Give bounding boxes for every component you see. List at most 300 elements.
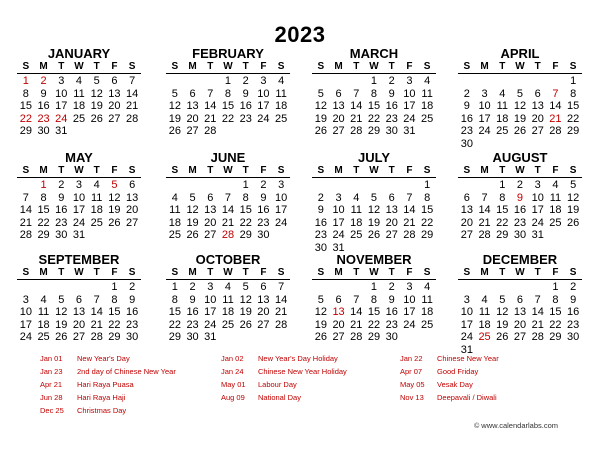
empty-cell — [529, 75, 547, 88]
weekday-label: T — [58, 165, 65, 176]
day-cell: 15 — [367, 100, 381, 112]
day-cell: 4 — [552, 179, 559, 191]
day-cell: 19 — [567, 204, 580, 216]
day-cell: 9 — [189, 293, 196, 306]
empty-cell — [17, 179, 35, 192]
day-cell: 9 — [516, 191, 524, 204]
day-cell: 19 — [186, 216, 199, 229]
holiday-date: Jan 02 — [221, 354, 244, 363]
day-cell: 18 — [421, 100, 434, 112]
day-cell: 30 — [385, 125, 398, 137]
empty-cell — [312, 179, 330, 192]
day-cell: 7 — [353, 293, 360, 306]
day-cell: 23 — [385, 318, 398, 331]
holiday-date: Apr 07 — [400, 367, 423, 376]
day-cell: 26 — [513, 125, 527, 137]
day-cell: 6 — [111, 75, 118, 87]
day-cell: 27 — [72, 331, 86, 343]
weekday-label: M — [334, 61, 343, 72]
day-cell: 27 — [332, 125, 345, 137]
day-cell: 23 — [460, 125, 473, 137]
day-cell: 17 — [19, 318, 32, 331]
weekday-label: S — [22, 267, 30, 278]
weekday-label: S — [128, 267, 136, 278]
holiday-name: Deepavali / Diwali — [437, 393, 497, 402]
day-cell: 1 — [370, 281, 378, 293]
day-cell: 16 — [314, 216, 327, 229]
day-cell: 2 — [242, 75, 249, 87]
empty-cell — [330, 281, 348, 294]
day-cell: 27 — [108, 112, 121, 125]
day-cell: 14 — [350, 306, 363, 318]
day-cell: 30 — [385, 331, 398, 343]
day-cell: 27 — [257, 318, 270, 331]
day-cell: 12 — [567, 191, 580, 204]
day-cell: 29 — [367, 331, 381, 343]
day-cell: 3 — [58, 75, 65, 87]
weekday-label: M — [188, 165, 197, 176]
day-cell: 7 — [224, 191, 232, 204]
day-cell: 5 — [516, 87, 524, 100]
weekday-label: T — [534, 61, 541, 72]
empty-cell — [312, 281, 330, 294]
day-cell: 21 — [19, 216, 32, 229]
day-cell: 23 — [513, 216, 527, 229]
day-cell: 3 — [260, 75, 267, 87]
calendar-year-title: 2023 — [274, 22, 326, 47]
day-grid — [312, 280, 436, 344]
weekday-label: T — [388, 267, 395, 278]
empty-cell — [201, 75, 219, 88]
day-cell: 13 — [186, 100, 199, 112]
day-cell: 13 — [108, 87, 121, 100]
day-cell: 20 — [204, 216, 217, 229]
weekday-label: S — [463, 165, 471, 176]
weekday-header — [458, 267, 582, 280]
day-cell: 27 — [513, 331, 527, 343]
day-cell: 18 — [72, 100, 86, 112]
day-cell: 4 — [224, 281, 232, 293]
day-cell: 10 — [204, 293, 217, 306]
day-cell: 28 — [350, 125, 363, 137]
weekday-header — [166, 267, 290, 280]
empty-cell — [312, 75, 330, 88]
day-cell: 3 — [22, 293, 29, 306]
month-name: NOVEMBER — [336, 252, 412, 267]
day-cell: 10 — [19, 306, 32, 318]
weekday-label: T — [388, 165, 395, 176]
day-cell: 30 — [460, 137, 473, 150]
weekday-label: T — [58, 267, 65, 278]
day-cell: 19 — [168, 112, 181, 125]
holiday-date: Jan 23 — [40, 367, 63, 376]
day-cell: 5 — [242, 281, 249, 293]
day-cell: 10 — [55, 87, 68, 100]
day-cell: 1 — [242, 179, 249, 191]
holiday-row — [400, 352, 499, 365]
day-cell: 25 — [421, 112, 434, 125]
weekday-label: F — [552, 165, 559, 176]
day-cell: 20 — [513, 318, 527, 331]
weekday-label: T — [353, 61, 360, 72]
holiday-row — [400, 391, 499, 404]
day-cell: 8 — [370, 293, 378, 306]
day-cell: 9 — [388, 87, 395, 100]
day-cell: 4 — [353, 191, 360, 204]
weekday-label: W — [223, 267, 233, 278]
day-cell: 4 — [499, 87, 506, 100]
day-cell: 22 — [19, 112, 32, 125]
day-cell: 3 — [406, 75, 413, 87]
weekday-label: S — [22, 61, 30, 72]
weekday-label: F — [260, 165, 267, 176]
day-cell: 15 — [221, 100, 235, 112]
day-cell: 15 — [549, 306, 562, 318]
day-cell: 28 — [403, 229, 416, 241]
day-cell: 17 — [257, 100, 270, 112]
weekday-label: M — [188, 267, 197, 278]
weekday-label: W — [515, 267, 525, 278]
weekday-label: S — [423, 61, 431, 72]
day-cell: 22 — [108, 318, 121, 331]
month-february — [166, 46, 290, 138]
day-cell: 27 — [186, 125, 199, 137]
day-cell: 1 — [552, 281, 559, 293]
day-cell: 28 — [221, 229, 235, 241]
day-cell: 30 — [55, 229, 68, 241]
day-cell: 24 — [204, 318, 217, 331]
weekday-label: M — [334, 267, 343, 278]
day-cell: 1 — [22, 75, 29, 87]
day-cell: 6 — [463, 191, 470, 204]
day-cell: 12 — [496, 306, 509, 318]
day-cell: 28 — [126, 112, 139, 125]
month-march — [312, 46, 436, 138]
holiday-column-2 — [221, 352, 347, 404]
day-cell: 22 — [168, 318, 181, 331]
footer — [474, 421, 558, 430]
day-cell: 14 — [275, 293, 288, 306]
day-grid — [458, 178, 582, 242]
weekday-label: W — [74, 61, 84, 72]
day-cell: 22 — [239, 216, 252, 229]
weekday-label: W — [223, 61, 233, 72]
day-cell: 9 — [129, 293, 136, 306]
empty-cell — [511, 281, 529, 294]
weekday-label: W — [515, 61, 525, 72]
day-cell: 28 — [204, 125, 217, 137]
day-cell: 31 — [332, 241, 345, 254]
day-cell: 17 — [531, 204, 544, 216]
day-cell: 8 — [111, 293, 118, 306]
day-cell: 17 — [275, 204, 288, 216]
day-cell: 18 — [350, 216, 363, 229]
day-cell: 14 — [126, 87, 139, 100]
weekday-label: W — [74, 267, 84, 278]
day-cell: 12 — [367, 204, 381, 216]
day-cell: 11 — [421, 293, 433, 306]
empty-cell — [401, 179, 419, 192]
day-cell: 8 — [570, 87, 577, 100]
day-cell: 13 — [332, 100, 345, 112]
weekday-label: W — [369, 267, 379, 278]
day-cell: 5 — [171, 87, 178, 100]
day-cell: 4 — [171, 191, 178, 204]
day-cell: 21 — [204, 112, 217, 125]
empty-cell — [365, 179, 383, 192]
day-cell: 30 — [257, 229, 270, 241]
day-cell: 2 — [570, 281, 577, 293]
footer-link[interactable]: www.calendarlabs.com — [481, 421, 558, 430]
day-cell: 19 — [513, 112, 527, 125]
holiday-date: Aug 09 — [221, 393, 245, 402]
day-cell: 10 — [403, 87, 416, 100]
day-cell: 18 — [421, 306, 434, 318]
day-cell: 1 — [111, 281, 118, 293]
day-cell: 18 — [549, 204, 562, 216]
day-cell: 20 — [257, 306, 270, 318]
day-cell: 4 — [424, 75, 431, 87]
holiday-name: 2nd day of Chinese New Year — [77, 367, 176, 376]
month-july — [312, 150, 436, 254]
day-grid — [17, 74, 141, 138]
holiday-row — [40, 378, 176, 391]
day-cell: 7 — [22, 191, 29, 204]
day-cell: 16 — [257, 204, 270, 216]
weekday-header — [166, 61, 290, 74]
weekday-label: W — [369, 165, 379, 176]
day-cell: 12 — [186, 204, 199, 216]
day-cell: 11 — [350, 204, 362, 216]
day-cell: 7 — [481, 191, 488, 204]
day-cell: 21 — [350, 318, 363, 331]
month-name: AUGUST — [492, 150, 548, 165]
day-cell: 8 — [242, 191, 249, 204]
day-cell: 14 — [478, 204, 491, 216]
empty-cell — [347, 281, 365, 294]
day-cell: 29 — [239, 229, 252, 241]
day-cell: 17 — [460, 318, 473, 331]
day-cell: 29 — [37, 229, 50, 241]
day-cell: 25 — [168, 229, 181, 241]
weekday-label: S — [317, 165, 325, 176]
weekday-label: S — [423, 165, 431, 176]
weekday-label: M — [39, 61, 48, 72]
weekday-header — [458, 165, 582, 178]
day-cell: 26 — [367, 229, 381, 241]
day-cell: 3 — [207, 281, 214, 293]
weekday-label: S — [277, 61, 285, 72]
month-name: MARCH — [349, 46, 399, 61]
day-cell: 3 — [278, 179, 285, 191]
weekday-header — [312, 61, 436, 74]
day-cell: 3 — [406, 281, 413, 293]
day-cell: 16 — [186, 306, 199, 318]
holiday-row — [40, 404, 176, 417]
day-cell: 27 — [460, 229, 473, 241]
empty-cell — [476, 75, 494, 88]
day-cell: 27 — [531, 125, 544, 137]
empty-cell — [547, 75, 565, 88]
day-cell: 5 — [370, 191, 378, 204]
day-cell: 30 — [126, 331, 139, 343]
day-cell: 20 — [72, 318, 86, 331]
day-cell: 13 — [204, 204, 217, 216]
day-cell: 20 — [186, 112, 199, 125]
day-cell: 15 — [421, 204, 434, 216]
holiday-date: Nov 13 — [400, 393, 424, 402]
day-cell: 3 — [75, 179, 83, 191]
empty-cell — [383, 179, 401, 192]
holiday-row — [221, 365, 347, 378]
day-cell: 9 — [388, 293, 395, 306]
day-cell: 30 — [513, 229, 527, 241]
day-cell: 27 — [204, 229, 217, 241]
day-cell: 14 — [549, 100, 562, 112]
month-name: OCTOBER — [195, 252, 261, 267]
empty-cell — [201, 179, 219, 192]
month-november — [312, 252, 436, 344]
day-cell: 30 — [37, 125, 50, 137]
month-name: JANUARY — [47, 46, 111, 61]
holiday-date: May 05 — [400, 380, 425, 389]
weekday-label: F — [111, 61, 118, 72]
day-cell: 4 — [40, 293, 47, 306]
day-cell: 13 — [460, 204, 473, 216]
weekday-label: S — [128, 61, 136, 72]
weekday-label: T — [93, 267, 100, 278]
day-cell: 29 — [567, 125, 580, 137]
day-cell: 24 — [531, 216, 544, 229]
day-cell: 10 — [403, 293, 416, 306]
holiday-row — [400, 365, 499, 378]
day-cell: 27 — [332, 331, 345, 343]
holiday-date: Apr 21 — [40, 380, 63, 389]
day-cell: 11 — [222, 293, 234, 306]
day-cell: 26 — [567, 216, 580, 229]
day-cell: 9 — [40, 87, 47, 100]
day-cell: 19 — [314, 112, 327, 125]
day-cell: 24 — [460, 331, 473, 343]
day-cell: 2 — [516, 179, 524, 191]
day-cell: 14 — [350, 100, 363, 112]
day-cell: 13 — [385, 204, 398, 216]
day-cell: 8 — [499, 191, 506, 204]
day-cell: 9 — [242, 87, 249, 100]
empty-cell — [458, 179, 476, 192]
day-cell: 29 — [108, 331, 121, 343]
day-cell: 25 — [496, 125, 509, 137]
day-cell: 22 — [549, 318, 562, 331]
holiday-column-3 — [400, 352, 499, 404]
day-cell: 16 — [460, 112, 473, 125]
holiday-name: Good Friday — [437, 367, 479, 376]
day-cell: 21 — [549, 112, 562, 125]
day-cell: 12 — [314, 306, 327, 318]
day-cell: 21 — [531, 318, 544, 331]
weekday-label: T — [207, 165, 214, 176]
day-cell: 13 — [531, 100, 544, 112]
day-cell: 26 — [55, 331, 68, 343]
day-cell: 4 — [75, 75, 83, 87]
weekday-label: F — [111, 267, 118, 278]
weekday-label: M — [480, 61, 489, 72]
day-cell: 14 — [204, 100, 217, 112]
month-name: JUNE — [210, 150, 246, 165]
day-cell: 24 — [403, 318, 416, 331]
weekday-label: T — [534, 165, 541, 176]
day-cell: 20 — [108, 100, 121, 112]
day-cell: 1 — [499, 179, 506, 191]
day-cell: 21 — [221, 216, 235, 229]
weekday-label: T — [499, 165, 506, 176]
day-cell: 7 — [534, 293, 541, 306]
day-grid — [312, 178, 436, 254]
month-name: APRIL — [500, 46, 540, 61]
day-grid — [166, 74, 290, 138]
day-cell: 22 — [567, 112, 580, 125]
day-cell: 2 — [40, 75, 47, 87]
day-cell: 25 — [275, 112, 288, 125]
month-name: SEPTEMBER — [38, 252, 120, 267]
day-cell: 21 — [126, 100, 139, 112]
day-cell: 18 — [275, 100, 288, 112]
day-cell: 2 — [58, 179, 65, 191]
day-cell: 8 — [370, 87, 378, 100]
day-cell: 20 — [531, 112, 544, 125]
day-cell: 30 — [567, 331, 580, 343]
day-cell: 19 — [367, 216, 381, 229]
day-cell: 25 — [478, 331, 491, 343]
weekday-label: M — [39, 165, 48, 176]
day-cell: 25 — [90, 216, 103, 229]
month-august — [458, 150, 582, 242]
day-cell: 12 — [108, 191, 121, 204]
day-cell: 11 — [275, 87, 287, 100]
day-cell: 3 — [335, 191, 342, 204]
day-cell: 7 — [278, 281, 285, 293]
day-cell: 31 — [72, 229, 86, 241]
day-cell: 9 — [58, 191, 65, 204]
weekday-label: S — [171, 267, 179, 278]
day-cell: 24 — [403, 112, 416, 125]
day-cell: 12 — [55, 306, 68, 318]
day-cell: 12 — [90, 87, 103, 100]
day-cell: 28 — [350, 331, 363, 343]
day-cell: 2 — [463, 87, 470, 100]
empty-cell — [17, 281, 35, 294]
day-cell: 24 — [19, 331, 32, 343]
day-cell: 20 — [126, 204, 139, 216]
day-cell: 11 — [496, 100, 508, 112]
day-cell: 17 — [72, 204, 86, 216]
day-cell: 20 — [332, 112, 345, 125]
day-cell: 29 — [19, 125, 32, 137]
day-cell: 23 — [314, 229, 327, 241]
day-cell: 16 — [55, 204, 68, 216]
day-cell: 17 — [403, 100, 416, 112]
day-cell: 7 — [353, 87, 360, 100]
holiday-row — [40, 352, 176, 365]
day-cell: 1 — [424, 179, 431, 191]
day-cell: 23 — [567, 318, 580, 331]
day-cell: 18 — [168, 216, 181, 229]
day-cell: 28 — [90, 331, 103, 343]
day-cell: 31 — [460, 343, 473, 356]
empty-cell — [330, 75, 348, 88]
day-cell: 7 — [406, 191, 413, 204]
weekday-label: M — [480, 267, 489, 278]
